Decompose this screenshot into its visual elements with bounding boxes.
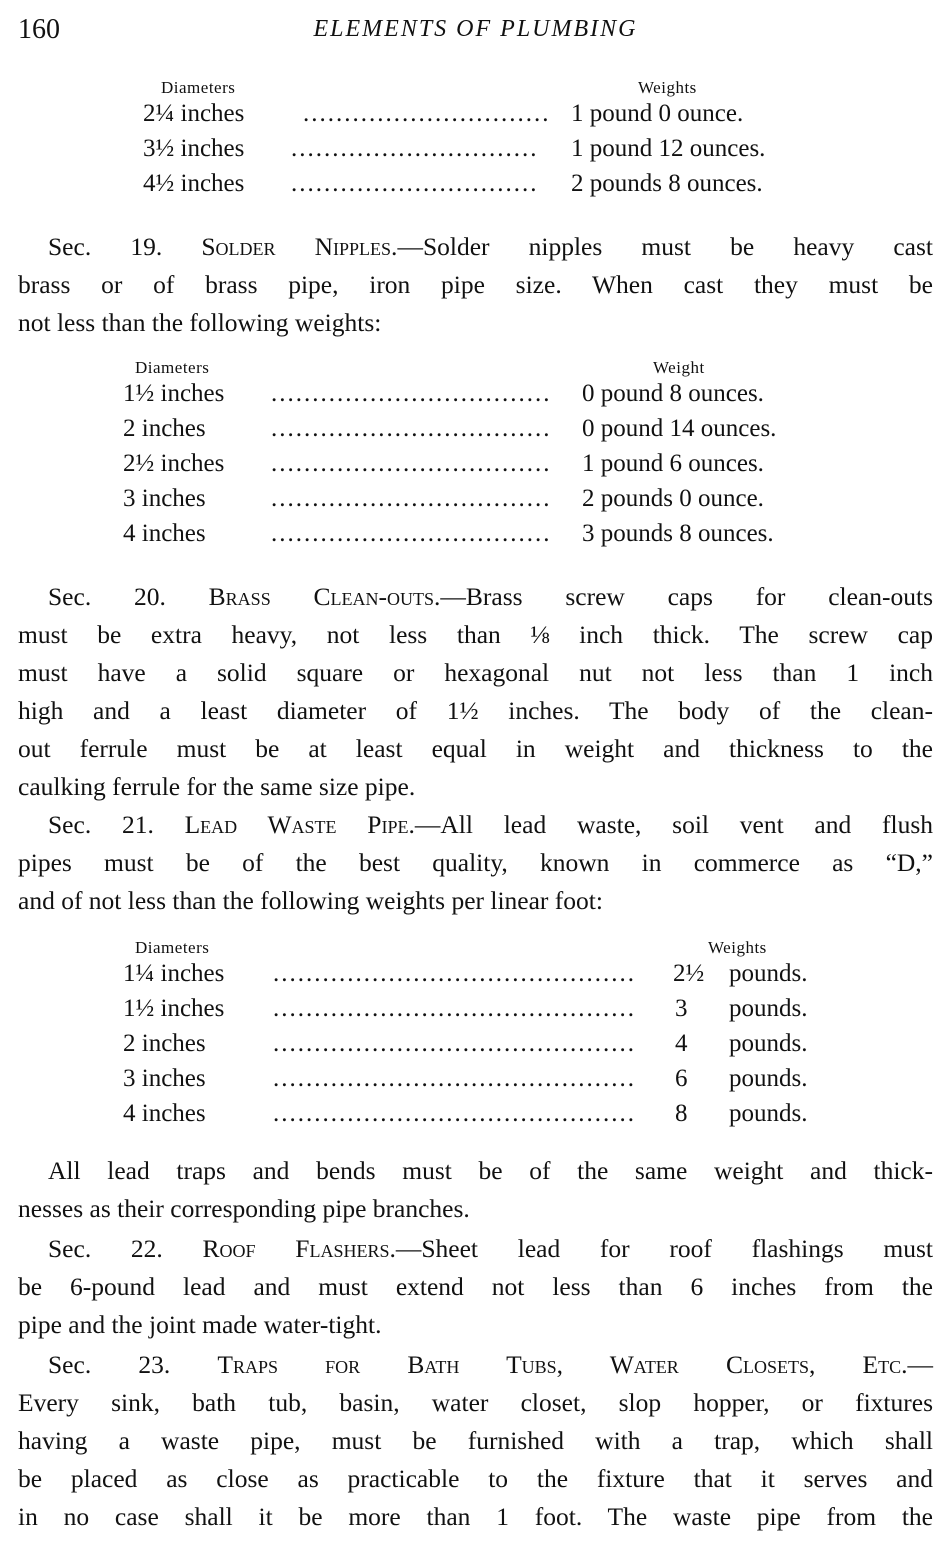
section-title: Brass Clean-outs.	[208, 582, 441, 611]
row-weight: 0 pound 14 ounces.	[582, 415, 777, 442]
section-22	[18, 1230, 933, 1344]
row-diameter: 4 inches	[123, 520, 206, 547]
row-diameter: 2¼ inches	[143, 100, 245, 127]
leader-dots: ..................................	[271, 380, 552, 407]
row-weight-number: 8	[675, 1100, 688, 1127]
leader-dots: ..................................	[271, 485, 552, 512]
table-row	[143, 100, 843, 135]
row-weight: 1 pound 0 ounce.	[571, 100, 744, 127]
table-row	[123, 1065, 853, 1100]
text-line: —	[907, 1350, 933, 1379]
text-line: be placed as close as practicable to the fixture that it serves and	[18, 1464, 933, 1493]
section-title: Lead Waste Pipe.	[184, 810, 415, 839]
column-header-diameters: Diameters	[135, 358, 210, 377]
text-line: out ferrule must be at least equal in weight and thickness to the	[18, 734, 933, 763]
section-19	[18, 228, 933, 342]
leader-dots: ..................................	[271, 415, 552, 442]
weights-table-2	[123, 358, 853, 555]
text-line: nesses as their corresponding pipe branches.	[18, 1194, 470, 1223]
page-number: 160	[18, 14, 60, 45]
leader-dots: ............................................	[273, 1100, 636, 1127]
table-row	[123, 1030, 853, 1065]
text-line: —Solder nipples must be heavy cast	[397, 232, 933, 261]
column-header-diameters: Diameters	[135, 938, 210, 957]
row-diameter: 1½ inches	[123, 995, 225, 1022]
row-weight-number: 6	[675, 1065, 688, 1092]
row-weight-unit: pounds.	[729, 960, 808, 987]
text-line: and of not less than the following weights per linear foot:	[18, 886, 603, 915]
leader-dots: ..............................	[291, 135, 539, 162]
leader-dots: ..................................	[271, 450, 552, 477]
lead-traps-note	[18, 1152, 933, 1228]
row-weight: 2 pounds 0 ounce.	[582, 485, 764, 512]
table-row	[123, 1100, 853, 1135]
row-diameter: 4½ inches	[143, 170, 245, 197]
leader-dots: ............................................	[273, 1030, 636, 1057]
text-line: be 6-pound lead and must extend not less than 6 inches from the	[18, 1272, 933, 1301]
table-header	[123, 938, 853, 960]
text-line: pipe and the joint made water-tight.	[18, 1310, 382, 1339]
section-23	[18, 1346, 933, 1536]
row-diameter: 1¼ inches	[123, 960, 225, 987]
text-line: pipes must be of the best quality, known in commerce as “D,”	[18, 848, 933, 877]
table-header	[123, 358, 853, 380]
leader-dots: ..............................	[291, 170, 539, 197]
row-weight: 1 pound 6 ounces.	[582, 450, 764, 477]
text-line: All lead traps and bends must be of the same weight and thick-	[48, 1156, 933, 1185]
leader-dots: ............................................	[273, 1065, 636, 1092]
text-line: —Sheet lead for roof flashings must	[395, 1234, 934, 1263]
column-header-weight: Weight	[653, 358, 705, 377]
row-weight-unit: pounds.	[729, 1065, 808, 1092]
table-row	[123, 450, 853, 485]
table-row	[123, 520, 853, 555]
table-row	[143, 135, 843, 170]
section-number: Sec. 19.	[48, 232, 163, 261]
row-diameter: 2 inches	[123, 1030, 206, 1057]
leader-dots: ..............................	[303, 100, 551, 127]
text-line: Every sink, bath tub, basin, water closet, slop hopper, or fixtures	[18, 1388, 933, 1417]
text-line: high and a least diameter of 1½ inches. The body of the clean-	[18, 696, 933, 725]
text-line: in no case shall it be more than 1 foot. The waste pipe from the	[18, 1502, 933, 1531]
leader-dots: ..................................	[271, 520, 552, 547]
section-20	[18, 578, 933, 806]
section-title: Traps for Bath Tubs, Water Closets, Etc.	[217, 1350, 908, 1379]
table-row	[123, 380, 853, 415]
section-number: Sec. 23.	[48, 1350, 171, 1379]
section-21	[18, 806, 933, 920]
row-diameter: 4 inches	[123, 1100, 206, 1127]
text-line: brass or of brass pipe, iron pipe size. When cast they must be	[18, 270, 933, 299]
row-diameter: 1½ inches	[123, 380, 225, 407]
section-title: Solder Nipples.	[201, 232, 398, 261]
row-diameter: 3½ inches	[143, 135, 245, 162]
row-diameter: 2½ inches	[123, 450, 225, 477]
text-line: —All lead waste, soil vent and flush	[414, 810, 934, 839]
table-row	[123, 995, 853, 1030]
row-weight-number: 2½	[673, 960, 705, 987]
column-header-weights: Weights	[638, 78, 697, 97]
section-number: Sec. 20.	[48, 582, 166, 611]
table-row	[123, 415, 853, 450]
row-diameter: 3 inches	[123, 485, 206, 512]
section-number: Sec. 21.	[48, 810, 154, 839]
leader-dots: ............................................	[273, 960, 636, 987]
row-diameter: 3 inches	[123, 1065, 206, 1092]
row-weight-number: 3	[675, 995, 688, 1022]
leader-dots: ............................................	[273, 995, 636, 1022]
row-weight-unit: pounds.	[729, 1100, 808, 1127]
section-title: Roof Flashers.	[202, 1234, 396, 1263]
text-line: must be extra heavy, not less than ⅛ inch thick. The screw cap	[18, 620, 933, 649]
row-weight: 1 pound 12 ounces.	[571, 135, 766, 162]
text-line: not less than the following weights:	[18, 308, 382, 337]
weights-table-3	[123, 938, 853, 1135]
table-row	[123, 485, 853, 520]
text-line: —Brass screw caps for clean-outs	[440, 582, 934, 611]
weights-table-1	[143, 78, 843, 205]
table-header	[143, 78, 843, 100]
row-weight: 0 pound 8 ounces.	[582, 380, 764, 407]
row-weight: 3 pounds 8 ounces.	[582, 520, 774, 547]
running-title: ELEMENTS OF PLUMBING	[313, 16, 638, 42]
section-number: Sec. 22.	[48, 1234, 163, 1263]
row-diameter: 2 inches	[123, 415, 206, 442]
row-weight-unit: pounds.	[729, 995, 808, 1022]
column-header-diameters: Diameters	[161, 78, 236, 97]
page-header	[18, 14, 933, 48]
book-page	[18, 0, 933, 1550]
row-weight-unit: pounds.	[729, 1030, 808, 1057]
row-weight-number: 4	[675, 1030, 688, 1057]
table-row	[143, 170, 843, 205]
text-line: caulking ferrule for the same size pipe.	[18, 772, 416, 801]
text-line: must have a solid square or hexagonal nut not less than 1 inch	[18, 658, 933, 687]
table-row	[123, 960, 853, 995]
column-header-weights: Weights	[708, 938, 767, 957]
text-line: having a waste pipe, must be furnished with a trap, which shall	[18, 1426, 933, 1455]
row-weight: 2 pounds 8 ounces.	[571, 170, 763, 197]
